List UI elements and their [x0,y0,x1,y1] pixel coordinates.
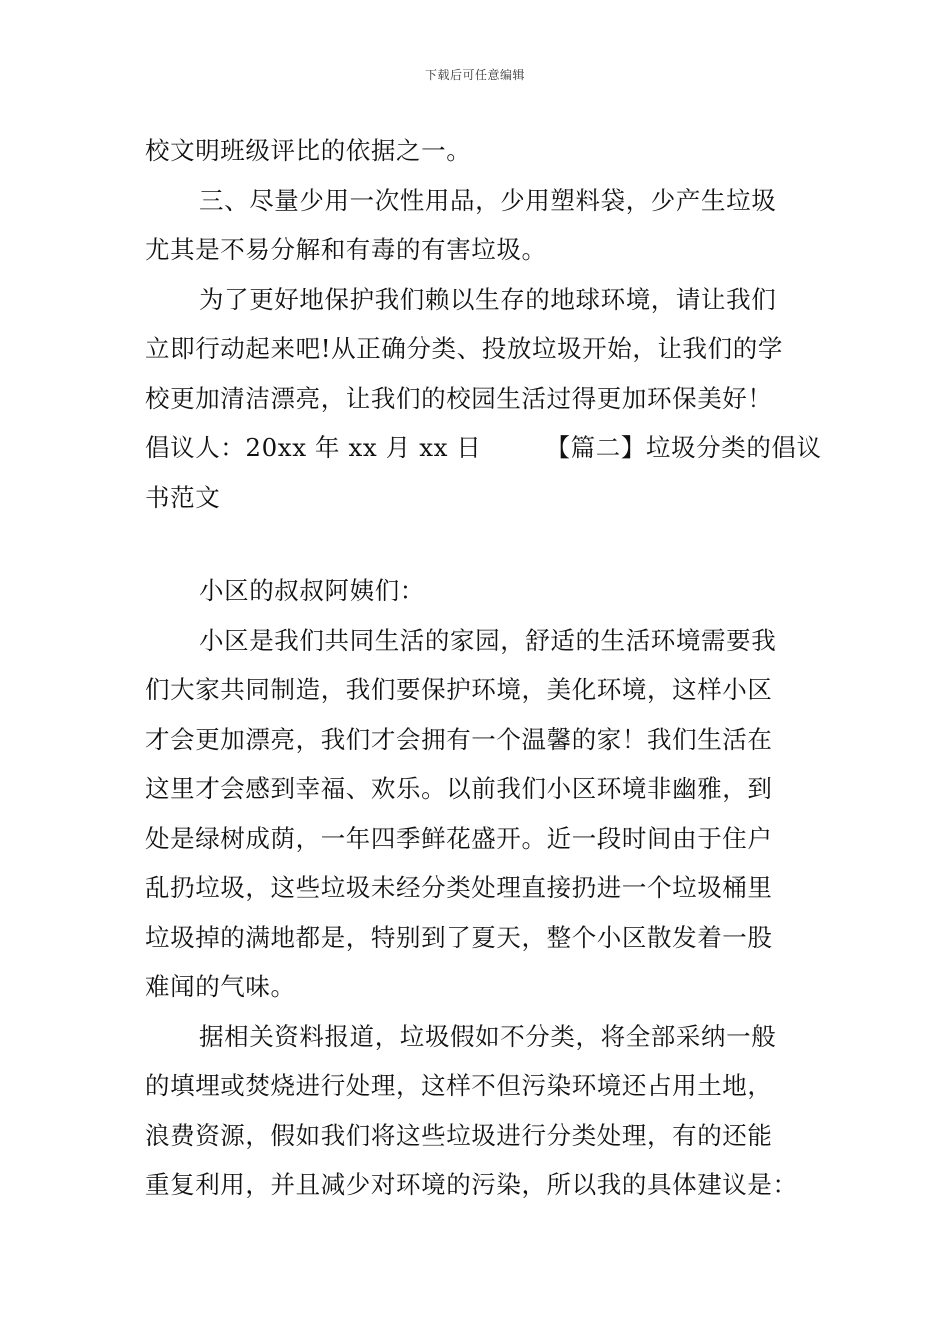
text-line: 的填埋或焚烧进行处理，这样不但污染环境还占用土地， [145,1071,773,1100]
text-line: 浪费资源，假如我们将这些垃圾进行分类处理，有的还能 [145,1120,773,1150]
text-line: 垃圾掉的满地都是，特别到了夏天，整个小区散发着一股 [145,922,773,952]
text-line: 才会更加漂亮，我们才会拥有一个温馨的家！我们生活在 [145,724,773,754]
text-line: 据相关资料报道，垃圾假如不分类，将全部采纳一般 [199,1021,777,1051]
text-line [145,423,822,473]
text-line: 为了更好地保护我们赖以生存的地球环境，请让我们 [199,284,777,314]
text-line: 小区是我们共同生活的家园，舒适的生活环境需要我 [199,625,777,655]
text-line: 立即行动起来吧!从正确分类、投放垃圾开始，让我们的学 [145,334,783,363]
text-line: 这里才会感到幸福、欢乐。以前我们小区环境非幽雅，到 [145,774,773,803]
section-heading: 【篇二】垃圾分类的倡议 [545,433,822,462]
text-line: 书范文 [145,482,221,512]
document-body [145,126,822,1210]
signature-line: 倡议人：20xx 年 xx 月 xx 日 [145,433,482,462]
text-line: 处是绿树成荫，一年四季鲜花盛开。近一段时间由于住户 [145,823,773,853]
blank-gap [145,522,810,566]
text-line: 乱扔垃圾，这些垃圾未经分类处理直接扔进一个垃圾桶里 [145,873,773,902]
text-line: 三、尽量少用一次性用品，少用塑料袋，少产生垃圾 [199,185,777,215]
text-line: 校更加清洁漂亮，让我们的校园生活过得更加环保美好！ [145,383,773,413]
text-line: 尤其是不易分解和有毒的有害垃圾。 [145,235,547,264]
text-line: 重复利用，并且减少对环境的污染，所以我的具体建议是： [145,1170,798,1199]
text-line: 们大家共同制造，我们要保护环境，美化环境，这样小区 [145,675,773,704]
page-header: 下载后可任意编辑 [424,68,525,82]
text-line: 校文明班级评比的依据之一。 [145,136,472,165]
salutation: 小区的叔叔阿姨们： [199,576,425,605]
text-line: 难闻的气味。 [145,972,296,1001]
